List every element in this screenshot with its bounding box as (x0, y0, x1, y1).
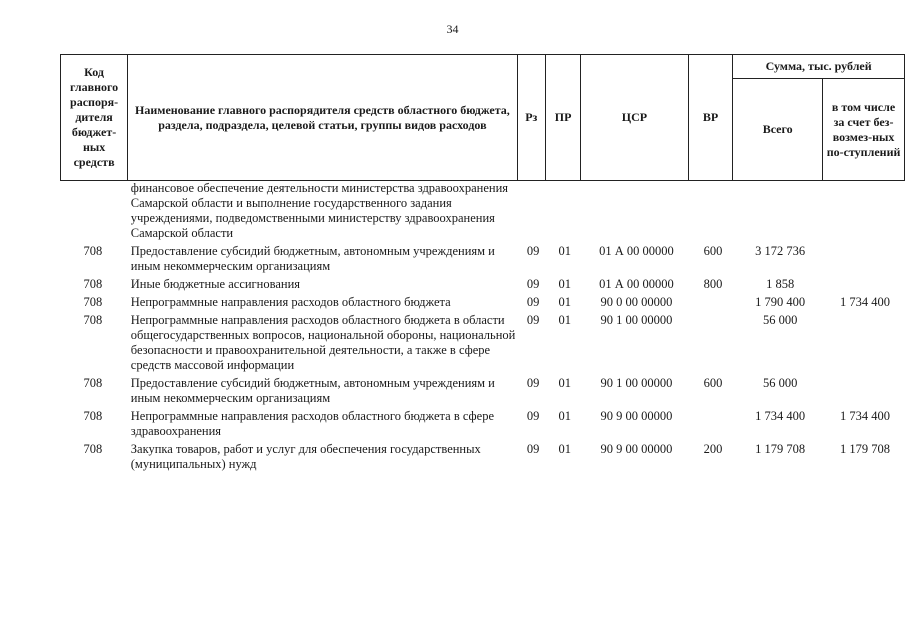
row-code (60, 181, 126, 241)
row-incl: 1 179 708 (839, 442, 890, 456)
table-row (60, 439, 905, 472)
row-rz (519, 181, 547, 241)
row-vr: 600 (703, 376, 723, 390)
row-total: 1 790 400 (755, 295, 806, 309)
row-rz: 09 (526, 376, 540, 390)
header-name: Наименование главного распорядителя средств областного бюджета, раздела, подраздела, целевой статьи, группы видов расходов (128, 55, 517, 181)
row-total (735, 181, 825, 241)
row-vr (691, 181, 736, 241)
row-csr: 90 0 00 00000 (600, 295, 673, 309)
row-rz: 09 (526, 277, 540, 291)
row-csr: 90 9 00 00000 (600, 409, 673, 423)
row-pr: 01 (558, 295, 572, 309)
row-csr: 01 А 00 00000 (599, 244, 674, 258)
row-vr: 600 (703, 244, 723, 258)
row-name: Предоставление субсидий бюджетным, автономным учреждениям и иным некоммерческим организациям (130, 244, 495, 273)
row-vr: 800 (703, 277, 723, 291)
row-code: 708 (83, 442, 103, 456)
table-header (60, 54, 905, 181)
row-pr: 01 (558, 409, 572, 423)
row-rz: 09 (526, 442, 540, 456)
table-row (60, 373, 905, 406)
row-total: 1 858 (766, 277, 795, 291)
row-rz: 09 (526, 313, 540, 327)
header-code: Код главного распоря-дителя бюджет-ных средств (61, 55, 128, 181)
row-name: Закупка товаров, работ и услуг для обеспечения государственных (муниципальных) нужд (130, 442, 481, 471)
row-incl (825, 310, 905, 373)
row-name: Непрограммные направления расходов областного бюджета в сфере здравоохранения (130, 409, 494, 438)
table-row (60, 241, 905, 274)
row-pr: 01 (558, 442, 572, 456)
header-sum: Сумма, тыс. рублей (733, 55, 905, 79)
row-pr: 01 (558, 277, 572, 291)
row-incl (825, 241, 905, 274)
row-rz: 09 (526, 409, 540, 423)
row-total: 56 000 (762, 376, 798, 390)
header-incl: в том числе за счет без-возмез-ных по-ступлений (823, 79, 905, 181)
table-row (60, 292, 905, 310)
header-rz: Рз (517, 55, 545, 181)
row-incl: 1 734 400 (839, 295, 890, 309)
table-row (60, 274, 905, 292)
row-name: финансовое обеспечение деятельности министерства здравоохранения Самарской области и выполнение государственного задания учреждениями, подведомственными министерству здравоохранения Самарской области (130, 181, 509, 240)
row-total: 1 734 400 (755, 409, 806, 423)
row-incl (825, 274, 905, 292)
header-pr: ПР (545, 55, 580, 181)
row-code: 708 (83, 376, 103, 390)
header-total: Всего (733, 79, 823, 181)
row-code: 708 (83, 277, 103, 291)
row-code: 708 (83, 244, 103, 258)
row-vr (691, 292, 736, 310)
row-name: Предоставление субсидий бюджетным, автономным учреждениям и иным некоммерческим организациям (130, 376, 495, 405)
table-row (60, 310, 905, 373)
row-code: 708 (83, 313, 103, 327)
row-csr: 90 9 00 00000 (600, 442, 673, 456)
row-incl (825, 181, 905, 241)
row-code: 708 (83, 295, 103, 309)
row-vr (691, 310, 736, 373)
table-row (60, 181, 905, 241)
budget-table-body (60, 181, 905, 472)
row-total: 1 179 708 (755, 442, 806, 456)
row-csr: 90 1 00 00000 (600, 313, 673, 327)
row-pr: 01 (558, 376, 572, 390)
row-total: 56 000 (762, 313, 798, 327)
page-number: 34 (446, 22, 459, 36)
table-row (60, 406, 905, 439)
row-name: Иные бюджетные ассигнования (130, 277, 301, 291)
row-incl: 1 734 400 (839, 409, 890, 423)
header-csr: ЦСР (581, 55, 689, 181)
row-name: Непрограммные направления расходов областного бюджета в области общегосударственных вопросов, национальной обороны, национальной безопасности и правоохранительной деятельности, а также в сфере средств массовой информации (130, 313, 516, 372)
row-csr: 01 А 00 00000 (599, 277, 674, 291)
row-rz: 09 (526, 295, 540, 309)
row-rz: 09 (526, 244, 540, 258)
row-name: Непрограммные направления расходов областного бюджета (130, 295, 451, 309)
row-csr (582, 181, 690, 241)
row-pr (547, 181, 582, 241)
row-incl (825, 373, 905, 406)
row-pr: 01 (558, 313, 572, 327)
row-csr: 90 1 00 00000 (600, 376, 673, 390)
row-pr: 01 (558, 244, 572, 258)
row-vr (691, 406, 736, 439)
row-vr: 200 (703, 442, 723, 456)
row-total: 3 172 736 (755, 244, 806, 258)
row-code: 708 (83, 409, 103, 423)
header-vr: ВР (688, 55, 733, 181)
